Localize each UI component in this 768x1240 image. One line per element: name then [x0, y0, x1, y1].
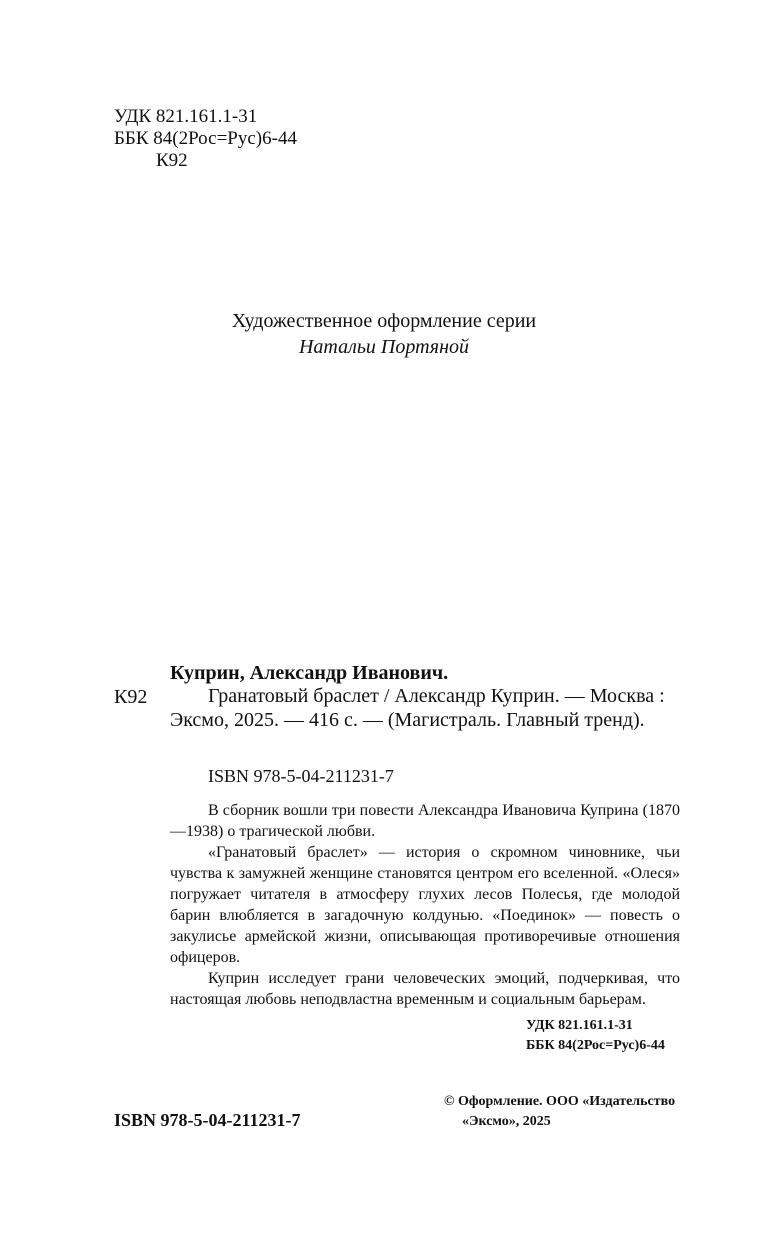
credit-line: Художественное оформление серии	[231, 310, 537, 332]
annotation-paragraph: Куприн исследует грани человеческих эмоций, подчеркивая, что настоящая любовь неподвластна временным и социальным барьерам.	[170, 970, 680, 1008]
annotation-paragraph: В сборник вошли три повести Александра Ивановича Куприна (1870—1938) о трагической любви.	[170, 802, 680, 840]
catalog-author-mark: К92	[114, 686, 148, 708]
bbk-code: ББК 84(2Рос=Рус)6-44	[114, 128, 297, 149]
bbk-code: ББК 84(2Рос=Рус)6-44	[526, 1038, 665, 1053]
catalog-isbn: ISBN 978-5-04-211231-7	[208, 766, 394, 786]
classification-codes-bottom	[526, 1016, 665, 1056]
isbn-bottom: ISBN 978-5-04-211231-7	[114, 1110, 301, 1130]
series-design-credit	[0, 308, 768, 360]
udk-code: УДК 821.161.1-31	[114, 106, 258, 127]
copyright-line: © Оформление. ООО «Издательство	[444, 1094, 676, 1109]
udk-code: УДК 821.161.1-31	[526, 1018, 633, 1033]
designer-name: Натальи Портяной	[298, 336, 470, 358]
annotation	[170, 800, 680, 1010]
catalog-author-heading: Куприн, Александр Иванович.	[170, 662, 449, 684]
bibliographic-description: Гранатовый браслет / Александр Куприн. — Москва : Эксмо, 2025. — 416 с. — (Магистраль. Главный тренд).	[170, 685, 665, 731]
copyright-notice	[444, 1092, 675, 1132]
classification-codes-top	[114, 106, 297, 172]
annotation-paragraph: «Гранатовый браслет» — история о скромном чиновнике, чьи чувства к замужней женщине становятся центром его вселенной. «Олеся» погружает читателя в атмосферу глухих лесов Полесья, где молодой барин влюбляется в загадочную колдунью. «Поединок» — повесть о закулисье армейской жизни, описывающая противоречивые отношения офицеров.	[170, 844, 680, 966]
copyright-line: «Эксмо», 2025	[462, 1114, 551, 1129]
author-mark: К92	[156, 150, 188, 171]
